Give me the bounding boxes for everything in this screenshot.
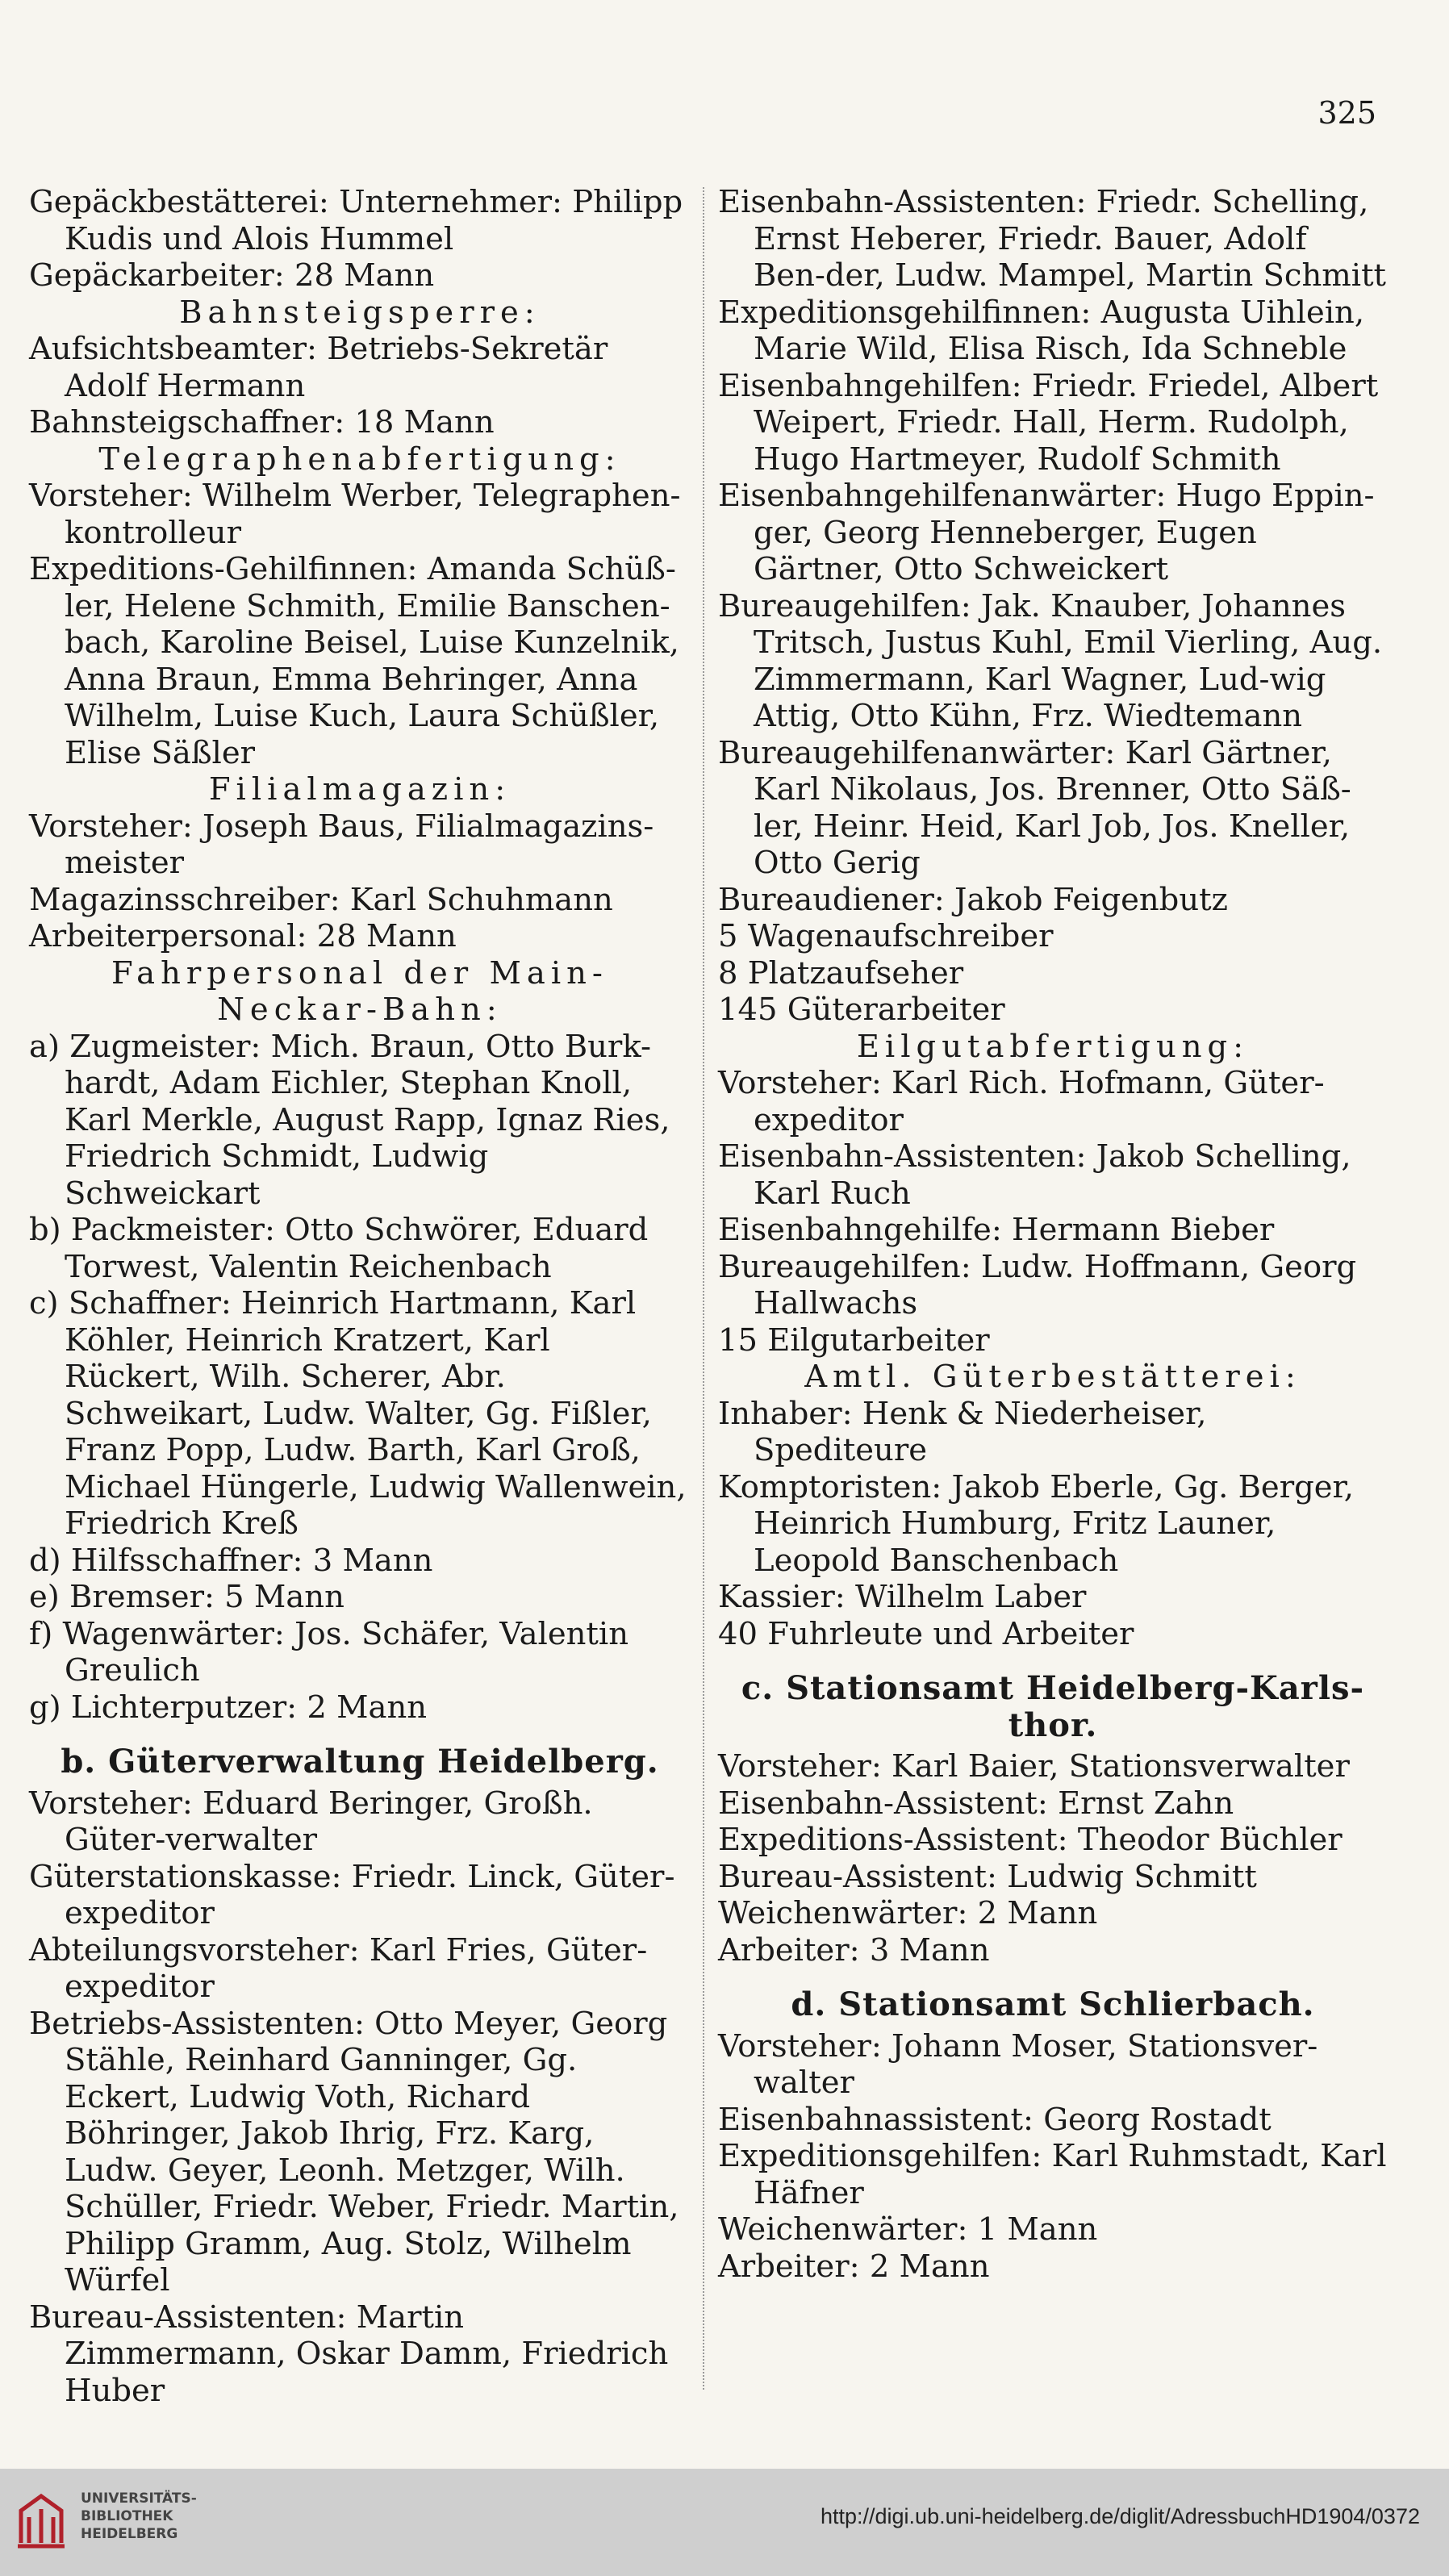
directory-entry: g) Lichterputzer: 2 Mann xyxy=(29,1689,428,1726)
library-name-line3: HEIDELBERG xyxy=(81,2526,178,2542)
section-heading: Fahrpersonal der Main-Neckar-Bahn: xyxy=(111,954,608,1028)
directory-entry: Expeditions-Assistent: Theodor Büchler xyxy=(718,1822,1343,1858)
directory-entry: Expeditions-Gehilfinnen: Amanda Schüß-ler, Helene Schmith, Emilie Banschen-bach, Karoline Beisel, Luise Kunzelnik, Anna Braun, Emma Behringer, Anna Wilhelm, Luise Kuch, Laura Schüßler, Elise Säßler xyxy=(29,551,679,771)
permalink-url[interactable]: http://digi.ub.uni-heidelberg.de/diglit/AdressbuchHD1904/0372 xyxy=(820,2504,1420,2528)
directory-entry: Eisenbahnassistent: Georg Rostadt xyxy=(718,2101,1272,2138)
section-heading: Bahnsteigsperre: xyxy=(179,294,541,331)
page-number: 325 xyxy=(1317,95,1376,131)
directory-entry: Magazinsschreiber: Karl Schuhmann xyxy=(29,881,613,918)
directory-entry: Bureau-Assistent: Ludwig Schmitt xyxy=(718,1858,1257,1895)
directory-entry: Eisenbahn-Assistenten: Jakob Schelling, Karl Ruch xyxy=(718,1138,1351,1212)
directory-entry: Eisenbahn-Assistent: Ernst Zahn xyxy=(718,1785,1234,1822)
section-heading: Filialmagazin: xyxy=(208,771,512,808)
directory-entry: Eisenbahngehilfen: Friedr. Friedel, Albert Weipert, Friedr. Hall, Herm. Rudolph, Hugo Hartmeyer, Rudolf Schmith xyxy=(718,367,1379,478)
directory-entry: Bureaudiener: Jakob Feigenbutz xyxy=(718,881,1228,918)
directory-entry: 8 Platzaufseher xyxy=(718,954,964,992)
section-heading: Telegraphenabfertigung: xyxy=(98,440,621,478)
section-title: c. Stationsamt Heidelberg-Karls-thor. xyxy=(741,1669,1365,1744)
directory-entry: c) Schaffner: Heinrich Hartmann, Karl Köhler, Heinrich Kratzert, Karl Rückert, Wilh. Scherer, Abr. Schweikart, Ludw. Walter, Gg. Fißler, Franz Popp, Ludw. Barth, Karl Groß, Michael Hüngerle, Ludwig Wallenwein, Friedrich Kreß xyxy=(29,1285,687,1542)
university-library-logo-icon xyxy=(15,2486,68,2551)
directory-entry: Arbeiter: 2 Mann xyxy=(718,2248,990,2285)
directory-entry: a) Zugmeister: Mich. Braun, Otto Burk-hardt, Adam Eichler, Stephan Knoll, Karl Merkle, August Rapp, Ignaz Ries, Friedrich Schmidt, Ludwig Schweickart xyxy=(29,1028,670,1212)
directory-entry: Expeditionsgehilfinnen: Augusta Uihlein, Marie Wild, Elisa Risch, Ida Schneble xyxy=(718,294,1365,367)
directory-entry: Gepäckarbeiter: 28 Mann xyxy=(29,257,435,294)
directory-entry: 40 Fuhrleute und Arbeiter xyxy=(718,1615,1134,1652)
directory-entry: Bureaugehilfen: Jak. Knauber, Johannes Tritsch, Justus Kuhl, Emil Vierling, Aug. Zimmermann, Karl Wagner, Lud-wig Attig, Otto Kühn, Frz. Wiedtemann xyxy=(718,587,1383,734)
directory-entry: Weichenwärter: 1 Mann xyxy=(718,2211,1098,2248)
directory-entry: Vorsteher: Karl Baier, Stationsverwalter xyxy=(718,1748,1350,1785)
library-name xyxy=(81,2490,197,2543)
directory-entry: Aufsichtsbeamter: Betriebs-Sekretär Adolf Hermann xyxy=(29,331,608,404)
directory-entry: Vorsteher: Karl Rich. Hofmann, Güter-expeditor xyxy=(718,1065,1325,1138)
directory-entry: f) Wagenwärter: Jos. Schäfer, Valentin Greulich xyxy=(29,1615,629,1689)
section-heading: Amtl. Güterbestätterei: xyxy=(804,1359,1301,1395)
section-title: b. Güterverwaltung Heidelberg. xyxy=(61,1743,659,1781)
directory-entry: Komptoristen: Jakob Eberle, Gg. Berger, Heinrich Humburg, Fritz Launer, Leopold Banschenbach xyxy=(718,1468,1354,1579)
directory-entry: b) Packmeister: Otto Schwörer, Eduard Torwest, Valentin Reichenbach xyxy=(29,1212,649,1285)
directory-entry: Güterstationskasse: Friedr. Linck, Güter-expeditor xyxy=(29,1858,675,1931)
library-name-line1: UNIVERSITÄTS- xyxy=(81,2490,197,2507)
directory-entry: d) Hilfsschaffner: 3 Mann xyxy=(29,1542,433,1579)
directory-entry: Eisenbahngehilfenanwärter: Hugo Eppin-ger, Georg Henneberger, Eugen Gärtner, Otto Schweickert xyxy=(718,478,1375,587)
section-heading: Eilgutabfertigung: xyxy=(856,1028,1250,1065)
directory-entry: Abteilungsvorsteher: Karl Fries, Güter-expeditor xyxy=(29,1931,648,2005)
viewer-footer xyxy=(0,2469,1449,2576)
directory-entry: Vorsteher: Joseph Baus, Filialmagazins-meister xyxy=(29,808,654,881)
directory-entry: 145 Güterarbeiter xyxy=(718,992,1005,1028)
directory-entry: Bahnsteigschaffner: 18 Mann xyxy=(29,404,495,440)
directory-entry: Gepäckbestätterei: Unternehmer: Philipp Kudis und Alois Hummel xyxy=(29,184,683,257)
directory-entry: Arbeiter: 3 Mann xyxy=(718,1931,990,1969)
left-column xyxy=(29,184,691,2409)
directory-entry: Bureaugehilfen: Ludw. Hoffmann, Georg Hallwachs xyxy=(718,1248,1357,1321)
directory-entry: Weichenwärter: 2 Mann xyxy=(718,1895,1098,1931)
directory-entry: Eisenbahngehilfe: Hermann Bieber xyxy=(718,1212,1275,1248)
directory-entry: Inhaber: Henk & Niederheiser, Spediteure xyxy=(718,1395,1207,1468)
directory-entry: Arbeiterpersonal: 28 Mann xyxy=(29,918,457,954)
directory-entry: Eisenbahn-Assistenten: Friedr. Schelling, Ernst Heberer, Friedr. Bauer, Adolf Ben-der, Ludw. Mampel, Martin Schmitt xyxy=(718,184,1387,294)
directory-entry: Vorsteher: Wilhelm Werber, Telegraphen-kontrolleur xyxy=(29,478,681,551)
directory-entry: Betriebs-Assistenten: Otto Meyer, Georg Stähle, Reinhard Ganninger, Gg. Eckert, Ludwig Voth, Richard Böhringer, Jakob Ihrig, Frz. Karg, Ludw. Geyer, Leonh. Metzger, Wilh. Schüller, Friedr. Weber, Friedr. Martin, Philipp Gramm, Aug. Stolz, Wilhelm Würfel xyxy=(29,2005,679,2298)
directory-entry: Kassier: Wilhelm Laber xyxy=(718,1579,1087,1615)
directory-entry: Bureaugehilfenanwärter: Karl Gärtner, Karl Nikolaus, Jos. Brenner, Otto Säß-ler, Heinr. Heid, Karl Job, Jos. Kneller, Otto Gerig xyxy=(718,734,1351,881)
right-column xyxy=(718,184,1388,2285)
directory-entry: Vorsteher: Johann Moser, Stationsver-walter xyxy=(718,2027,1318,2101)
directory-entry: Bureau-Assistenten: Martin Zimmermann, Oskar Damm, Friedrich Huber xyxy=(29,2298,669,2409)
directory-entry: 5 Wagenaufschreiber xyxy=(718,918,1054,954)
column-divider xyxy=(703,187,704,2390)
directory-entry: Vorsteher: Eduard Beringer, Großh. Güter-verwalter xyxy=(29,1785,593,1858)
directory-entry: e) Bremser: 5 Mann xyxy=(29,1579,345,1615)
directory-entry: Expeditionsgehilfen: Karl Ruhmstadt, Karl Häfner xyxy=(718,2138,1387,2211)
directory-entry: 15 Eilgutarbeiter xyxy=(718,1321,990,1359)
section-title: d. Stationsamt Schlierbach. xyxy=(791,1985,1315,2023)
library-name-line2: BIBLIOTHEK xyxy=(81,2508,173,2524)
